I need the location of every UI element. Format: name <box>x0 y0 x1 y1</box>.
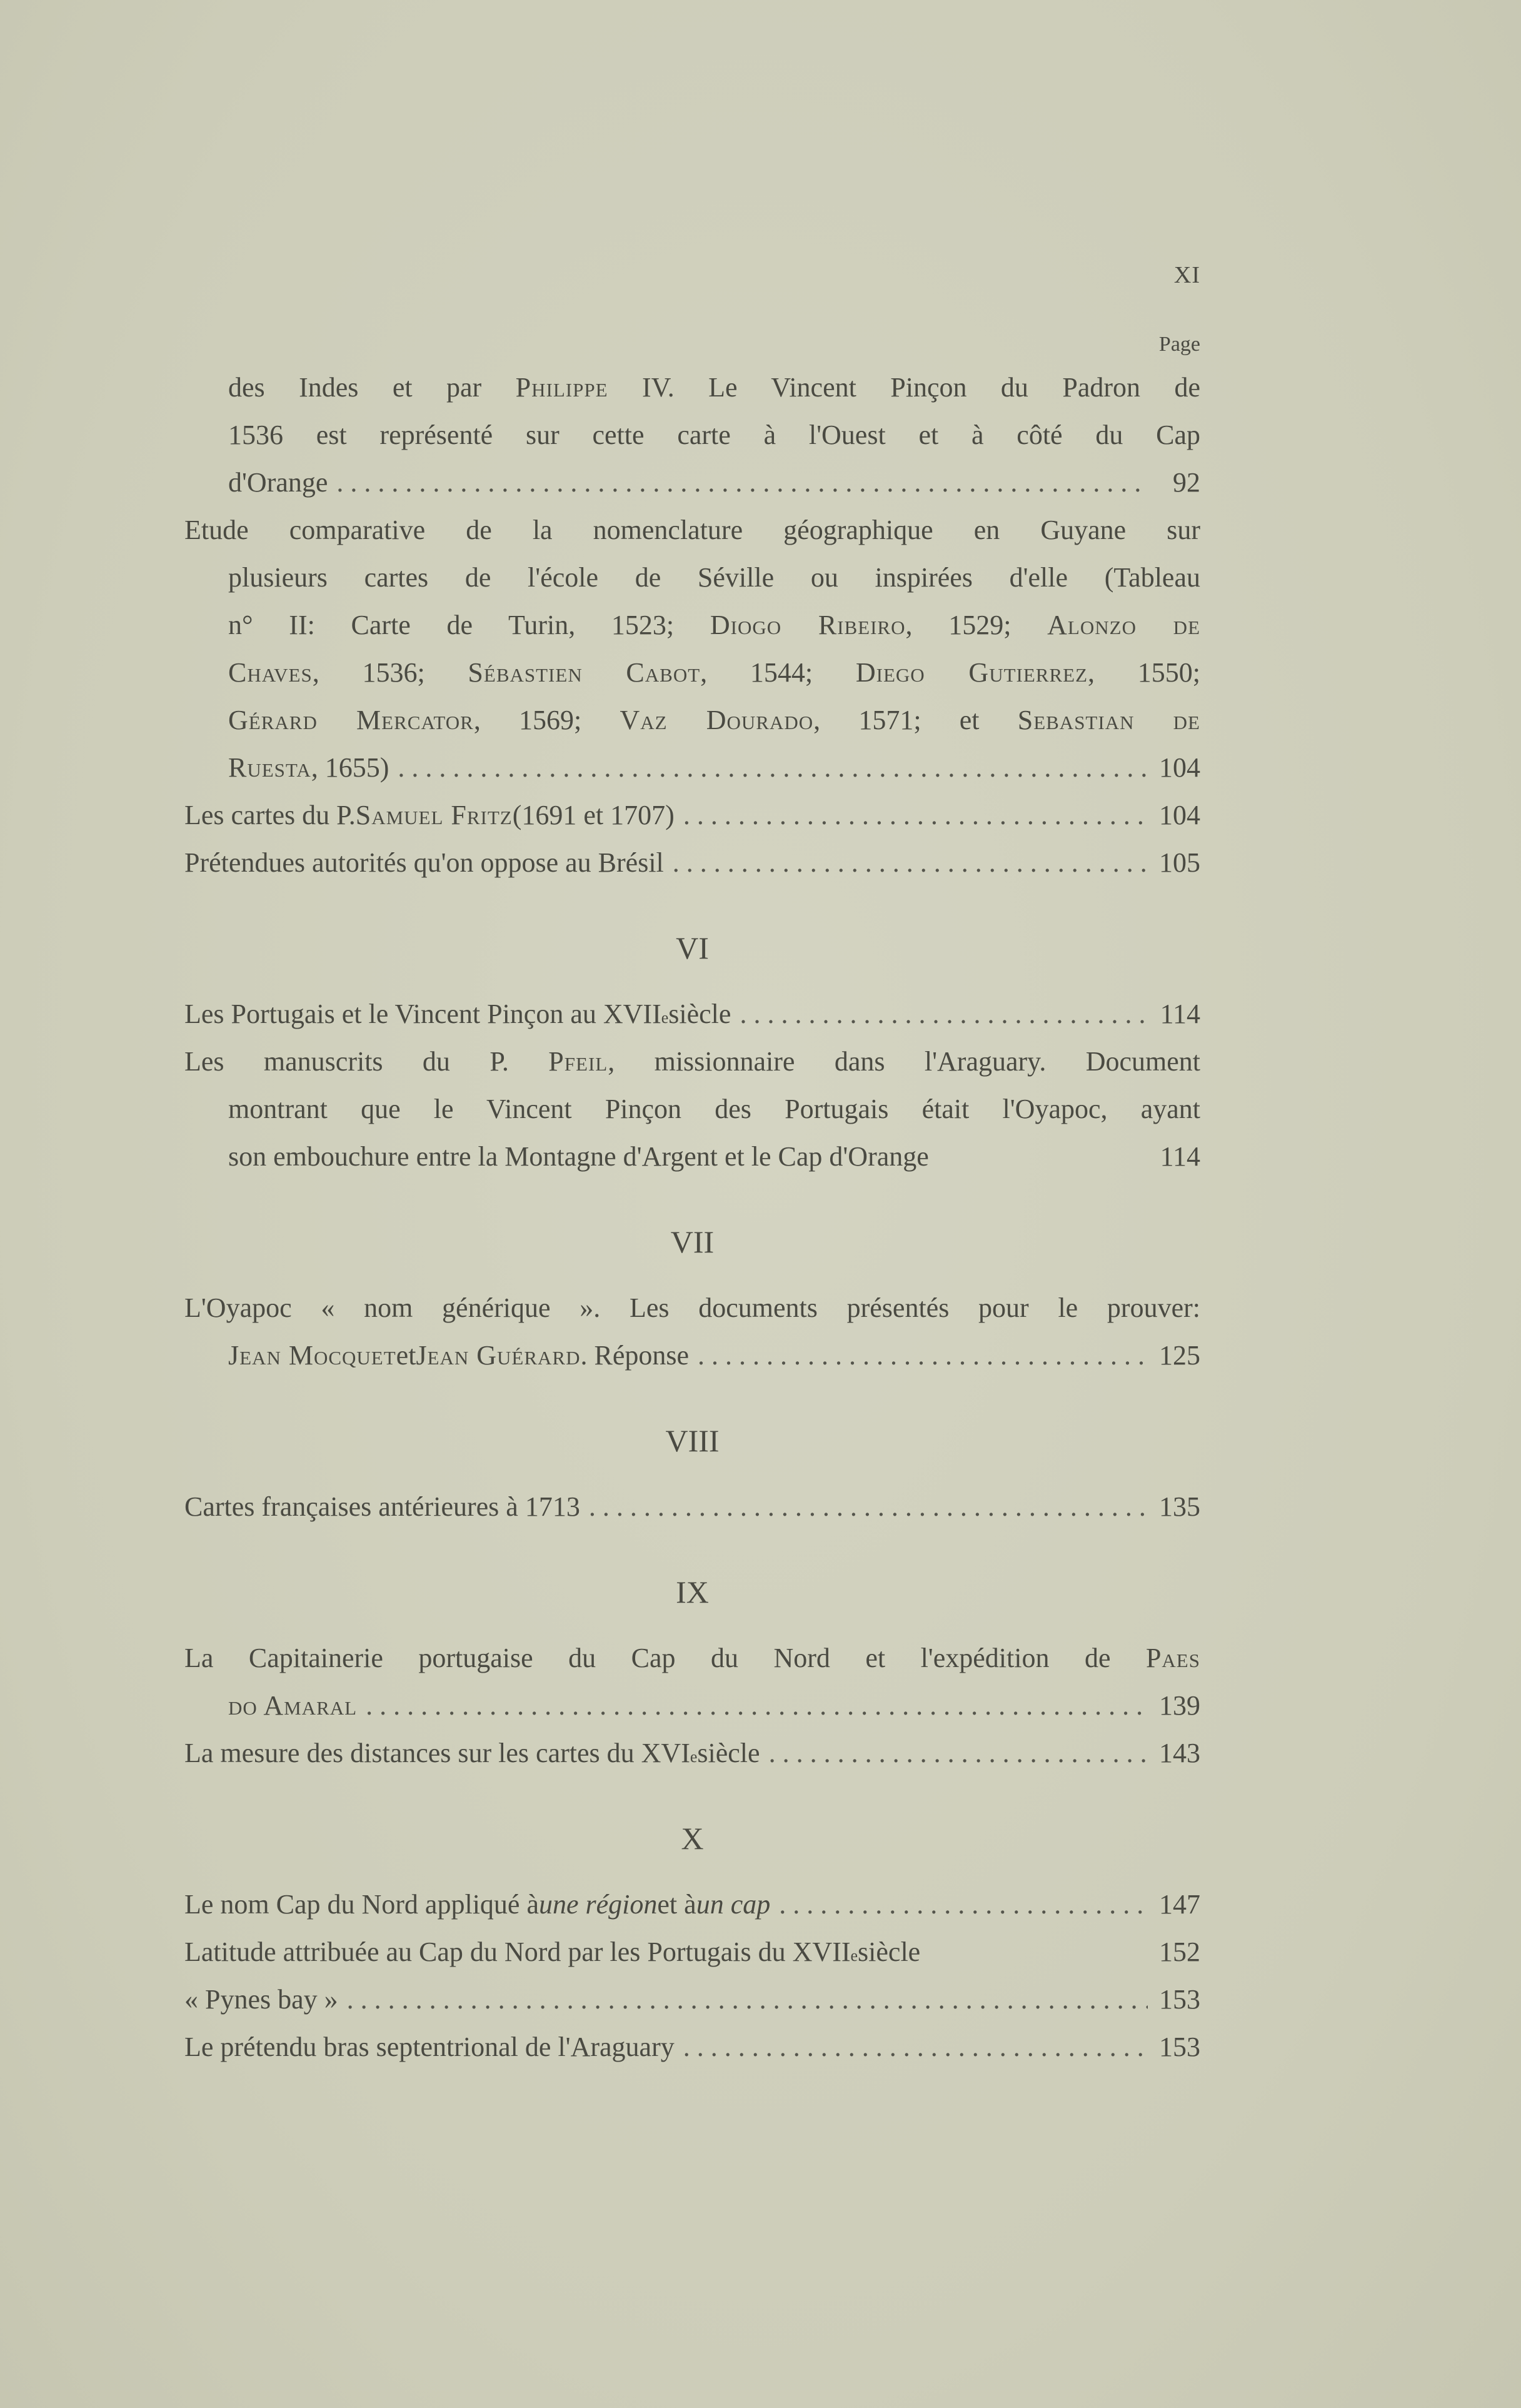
section-heading: VII <box>670 1224 715 1259</box>
toc-text: Latitude attribuée au Cap du Nord par les Portugais du XVII <box>184 1937 851 1967</box>
toc-text: siècle <box>858 1937 921 1967</box>
toc-entry <box>184 1284 1200 1379</box>
toc-entry-line <box>184 364 1200 411</box>
dot-leader <box>589 1483 1148 1531</box>
page-number: 125 <box>1159 1340 1200 1371</box>
toc-author: do Amaral <box>228 1690 358 1721</box>
toc-italic: une région <box>538 1889 658 1920</box>
toc-text: Les Portugais et le Vincent Pinçon au XVII <box>184 999 661 1029</box>
toc-text: (1691 et 1707) <box>512 800 675 830</box>
toc-entry-line: L'Oyapoc « nom générique ». Les documents présentés pour le prouver: <box>184 1292 1200 1323</box>
section-heading: IX <box>676 1574 709 1610</box>
toc-author: Samuel Fritz <box>355 800 513 830</box>
toc-text: n° II: Carte de Turin, 1523; <box>228 610 710 640</box>
toc-entry-line <box>184 459 1200 506</box>
page-number: 147 <box>1159 1889 1200 1920</box>
toc-entry-line <box>184 1332 1200 1379</box>
toc-author: Pfeil <box>548 1046 608 1077</box>
toc-entry-line <box>184 792 1200 839</box>
dot-leader <box>336 459 1148 506</box>
toc-author: Diego Gutierrez <box>855 657 1088 688</box>
toc-entry-line <box>184 1682 1200 1730</box>
toc-italic: un cap <box>696 1889 771 1920</box>
toc-text: , 1571; et <box>813 705 1018 735</box>
toc-entry-line: montrant que le Vincent Pinçon des Portugais était l'Oyapoc, ayant <box>228 1094 1200 1124</box>
toc-text: IV. Le Vincent Pinçon du Padron de <box>608 372 1200 403</box>
section-heading: VI <box>676 930 709 965</box>
toc-text: et <box>396 1340 416 1371</box>
toc-entry-line <box>184 697 1200 744</box>
toc-text: , 1536; <box>312 657 468 688</box>
toc-text: et à <box>657 1889 696 1920</box>
toc-entry <box>184 1881 1200 1928</box>
toc-text: La mesure des distances sur les cartes du XVI <box>184 1738 690 1768</box>
table-of-contents <box>184 364 1200 2071</box>
toc-text: , 1569; <box>473 705 620 735</box>
dot-leader <box>683 2023 1148 2071</box>
dot-leader <box>740 990 1148 1038</box>
toc-entry <box>184 1038 1200 1181</box>
toc-entry <box>184 990 1200 1038</box>
toc-entry-line <box>184 1976 1200 2023</box>
toc-author: Paes <box>1145 1643 1200 1673</box>
toc-entry <box>184 839 1200 887</box>
toc-entry-line: La mesure des distances sur les cartes du XVI e siècle . . . 143 <box>184 1730 1200 1777</box>
toc-author: Diogo Ribeiro <box>710 610 906 640</box>
toc-author: Jean Mocquet <box>228 1340 396 1371</box>
toc-text: Le prétendu bras septentrional de l'Araguary <box>184 2032 675 2062</box>
toc-text: d'Orange <box>228 467 328 498</box>
toc-entry <box>184 1928 1200 1976</box>
dot-leader <box>673 839 1148 887</box>
toc-author: Ruesta <box>228 752 311 783</box>
toc-entry-line <box>184 2023 1200 2071</box>
toc-author: Gérard Mercator <box>228 705 474 735</box>
page-column-label: Page <box>1158 333 1200 356</box>
page-number: 105 <box>1159 847 1200 878</box>
toc-entry-line <box>184 1881 1200 1928</box>
toc-text: Les cartes du P. <box>184 800 356 830</box>
toc-entry <box>184 364 1200 506</box>
dot-leader <box>769 1730 1148 1777</box>
page-number: 139 <box>1159 1690 1200 1721</box>
toc-text: , 1544; <box>700 657 856 688</box>
toc-entry-line <box>184 1038 1200 1086</box>
page-number: 104 <box>1159 752 1200 783</box>
toc-entry <box>184 1976 1200 2023</box>
dot-leader <box>398 744 1148 792</box>
toc-text: son embouchure entre la Montagne d'Argent et le Cap d'Orange <box>228 1141 929 1172</box>
toc-author: Sebastian de <box>1017 705 1200 735</box>
section-heading: VIII <box>665 1423 720 1458</box>
toc-entry-line <box>184 1483 1200 1531</box>
toc-text: . Réponse <box>580 1340 690 1371</box>
page-number: 114 <box>1160 999 1200 1029</box>
toc-text: Cartes françaises antérieures à 1713 <box>184 1491 580 1522</box>
toc-text: siècle <box>697 1738 760 1768</box>
toc-entry-line: Les Portugais et le Vincent Pinçon au XVII e siècle . . . 114 <box>184 990 1200 1038</box>
toc-author: Chaves <box>228 657 313 688</box>
toc-author: Vaz Dourado <box>620 705 814 735</box>
dot-leader <box>698 1332 1148 1379</box>
toc-entry-line <box>184 1133 1200 1181</box>
folio-number: XI <box>1173 262 1200 288</box>
toc-entry-line <box>184 602 1200 649</box>
toc-author: Jean Guérard <box>416 1340 581 1371</box>
toc-text: , 1529; <box>905 610 1048 640</box>
dot-leader <box>779 1881 1148 1928</box>
toc-entry <box>184 1483 1200 1531</box>
toc-text: , 1655) <box>311 752 389 783</box>
toc-text: Prétendues autorités qu'on oppose au Brésil <box>184 847 664 878</box>
page-number: 153 <box>1159 2032 1200 2062</box>
toc-entry <box>184 1635 1200 1730</box>
toc-entry-line: 1536 est représenté sur cette carte à l'Ouest et à côté du Cap <box>228 420 1200 450</box>
page-number: 153 <box>1159 1984 1200 2015</box>
toc-entry <box>184 792 1200 839</box>
page-number: 152 <box>1159 1937 1200 1967</box>
toc-entry-line <box>184 1635 1200 1682</box>
toc-entry-line <box>184 649 1200 697</box>
dot-leader <box>366 1682 1148 1730</box>
toc-entry-line: Latitude attribuée au Cap du Nord par les Portugais du XVII e siècle 152 <box>184 1928 1200 1976</box>
toc-entry <box>184 2023 1200 2071</box>
page-number: 114 <box>1160 1141 1200 1172</box>
toc-text: Le nom Cap du Nord appliqué à <box>184 1889 539 1920</box>
section-heading: X <box>681 1821 704 1856</box>
toc-entry <box>184 1730 1200 1777</box>
toc-author: Philippe <box>515 372 608 403</box>
toc-text: , missionnaire dans l'Araguary. Document <box>608 1046 1200 1077</box>
toc-entry-line <box>184 744 1200 792</box>
page-number: 143 <box>1159 1738 1200 1768</box>
page-number: 135 <box>1159 1491 1200 1522</box>
toc-text: « Pynes bay » <box>184 1984 338 2015</box>
toc-entry-line <box>184 839 1200 887</box>
dot-leader <box>347 1976 1148 2023</box>
toc-text: , 1550; <box>1088 657 1200 688</box>
toc-entry-line: Etude comparative de la nomenclature géographique en Guyane sur <box>184 515 1200 545</box>
page-number: 92 <box>1173 467 1200 498</box>
toc-text: La Capitainerie portugaise du Cap du Nord et l'expédition de <box>184 1643 1146 1673</box>
toc-text: Les manuscrits du P. <box>184 1046 549 1077</box>
toc-author: Alonzo de <box>1047 610 1200 640</box>
toc-author: Sébastien Cabot <box>468 657 701 688</box>
dot-leader <box>683 792 1148 839</box>
page-number: 104 <box>1159 800 1200 830</box>
toc-entry-line: plusieurs cartes de l'école de Séville ou inspirées d'elle (Tableau <box>228 562 1200 593</box>
toc-entry <box>184 506 1200 792</box>
toc-text: siècle <box>668 999 731 1029</box>
toc-text: des Indes et par <box>228 372 516 403</box>
